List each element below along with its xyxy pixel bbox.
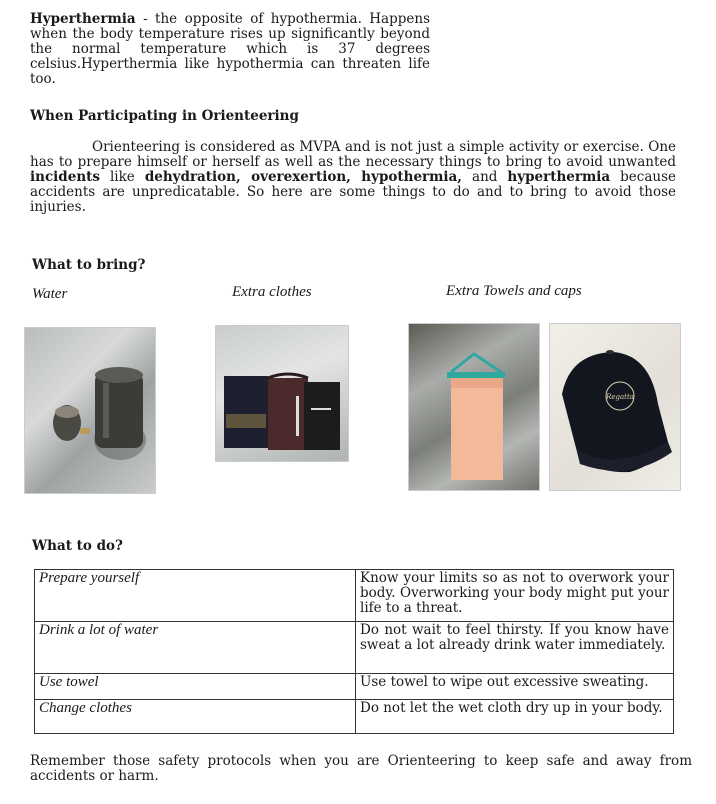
todo-detail: Use towel to wipe out excessive sweating. bbox=[356, 674, 674, 700]
cap-icon bbox=[550, 324, 680, 490]
table-row bbox=[35, 622, 674, 674]
folded-clothes-icon bbox=[216, 326, 348, 461]
towel-photo bbox=[408, 323, 540, 491]
closing-paragraph: Remember those safety protocols when you are Orienteering to keep safe and away from accidents or harm. bbox=[30, 753, 692, 784]
orienteering-heading: When Participating in Orienteering bbox=[30, 108, 299, 124]
todo-detail: Know your limits so as not to overwork your body. Overworking your body might put your life to a threat. bbox=[356, 570, 674, 622]
hyperthermia-word: hyperthermia bbox=[507, 169, 611, 185]
para-start: Orienteering is considered as MVPA and is not just a simple activity or exercise. One has to prepare himself or herself as well as the necessary things to bring to avoid unwanted bbox=[30, 139, 676, 170]
para-end: because accidents are unpredicatable. So here are some things to do and to bring to avoid those injuries. bbox=[30, 169, 677, 215]
like-word: like bbox=[99, 169, 145, 185]
and-word: and bbox=[462, 169, 508, 185]
todo-item: Drink a lot of water bbox=[35, 622, 356, 674]
water-bottle-photo bbox=[24, 327, 156, 494]
incidents-word: incidents bbox=[30, 169, 100, 185]
hyperthermia-definition bbox=[30, 12, 430, 87]
extra-clothes-photo bbox=[215, 325, 349, 462]
table-row bbox=[35, 674, 674, 700]
water-bottle-icon bbox=[25, 328, 155, 493]
conditions-list: dehydration, overexertion, hypothermia, bbox=[144, 169, 463, 185]
orienteering-paragraph bbox=[30, 140, 676, 215]
cap-logo-text: Regatta bbox=[606, 393, 634, 401]
hyperthermia-term: Hyperthermia bbox=[30, 11, 136, 27]
definition-text: - the opposite of hypothermia. Happens when the body temperature rises up significantly beyond the normal temperature which is 37 degrees celsius.Hyperthermia like hypothermia can threaten life too. bbox=[30, 11, 430, 87]
todo-item: Use towel bbox=[35, 674, 356, 700]
table-row bbox=[35, 700, 674, 734]
what-to-do-table bbox=[34, 569, 674, 734]
todo-detail: Do not wait to feel thirsty. If you know have sweat a lot already drink water immediately. bbox=[356, 622, 674, 674]
todo-item: Prepare yourself bbox=[35, 570, 356, 622]
todo-detail: Do not let the wet cloth dry up in your body. bbox=[356, 700, 674, 734]
label-extra-clothes: Extra clothes bbox=[232, 284, 312, 300]
label-water: Water bbox=[32, 286, 68, 302]
cap-photo bbox=[549, 323, 681, 491]
table-row bbox=[35, 570, 674, 622]
towel-icon bbox=[409, 324, 539, 490]
what-to-bring-heading: What to bring? bbox=[32, 257, 146, 273]
label-towels-caps: Extra Towels and caps bbox=[446, 283, 582, 299]
what-to-do-heading: What to do? bbox=[32, 538, 123, 554]
todo-item: Change clothes bbox=[35, 700, 356, 734]
